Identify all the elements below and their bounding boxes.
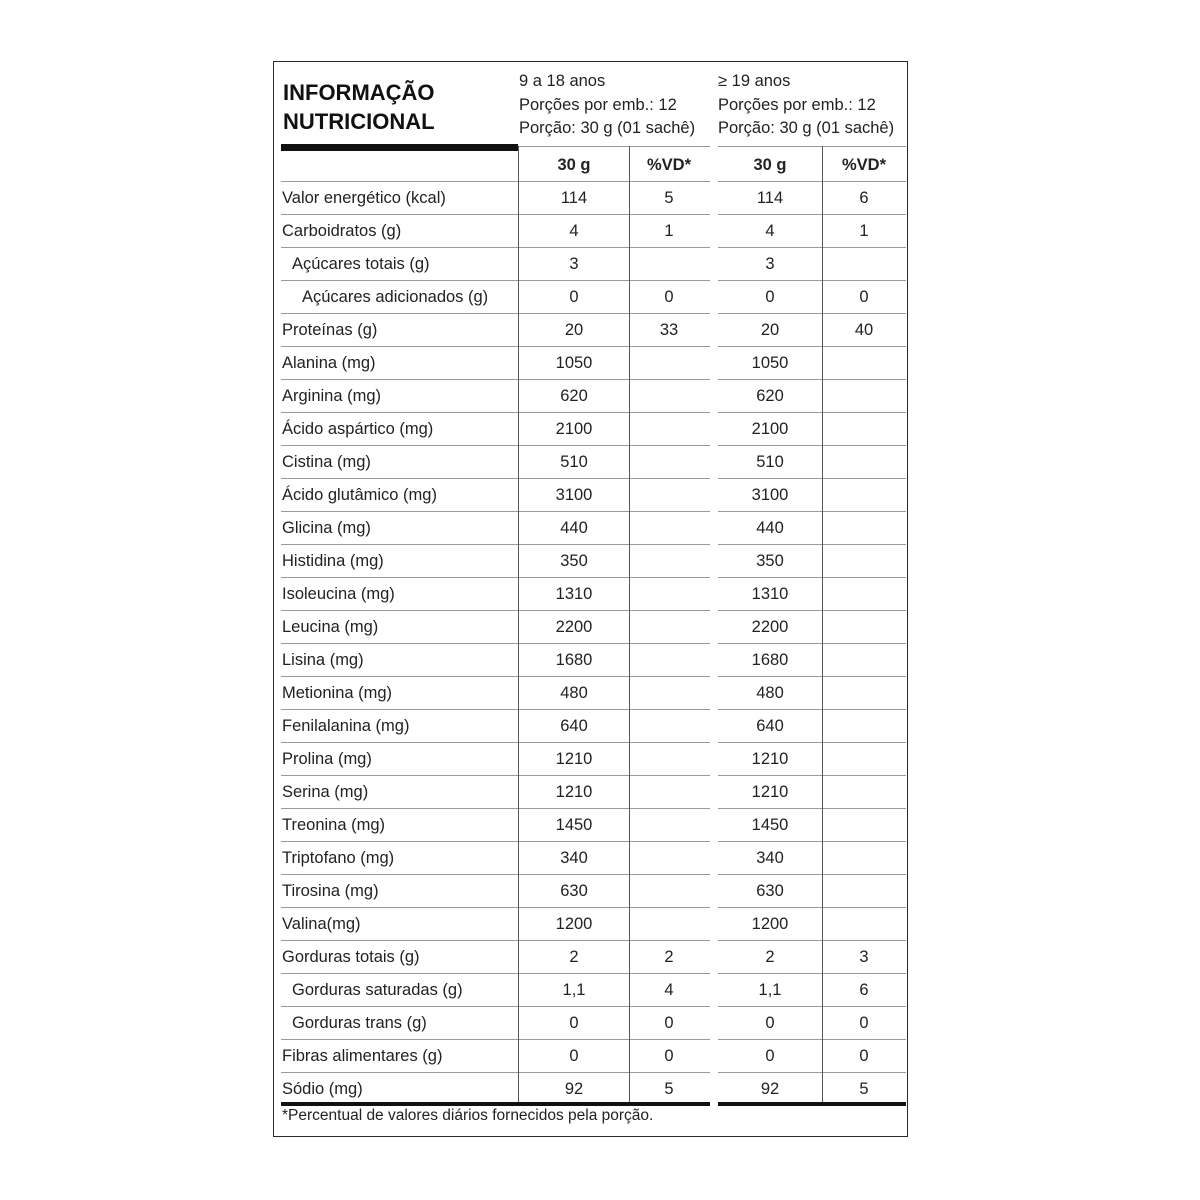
footnote: *Percentual de valores diários fornecidos pela porção. — [282, 1107, 654, 1124]
dv-value — [822, 809, 906, 842]
amount-value: 1050 — [751, 354, 789, 372]
dv-value — [629, 578, 709, 611]
amount-value: 1210 — [555, 783, 593, 801]
dv-value: 5 — [664, 189, 674, 207]
dv-value — [822, 578, 906, 611]
amount-value: 1,1 — [562, 981, 586, 999]
dv-value: 33 — [659, 321, 679, 339]
nutrient-name: Valor energético (kcal) — [282, 189, 446, 207]
row-divider — [718, 181, 906, 182]
amount-value: 4 — [569, 222, 579, 240]
nutrient-name: Sódio (mg) — [282, 1080, 363, 1098]
dv-value — [629, 875, 709, 908]
dv-value — [629, 908, 709, 941]
amount-value: 350 — [560, 552, 588, 570]
dv-value: 6 — [859, 189, 869, 207]
table-row — [274, 611, 909, 644]
group-header-19-plus — [718, 70, 894, 141]
table-row — [274, 875, 909, 908]
nutrient-name: Isoleucina (mg) — [282, 585, 395, 603]
dv-value: 3 — [859, 948, 869, 966]
amount-value: 2100 — [555, 420, 593, 438]
group-portion: Porção: 30 g (01 sachê) — [718, 119, 895, 137]
table-row — [274, 743, 909, 776]
dv-value — [629, 479, 709, 512]
label-title: INFORMAÇÃO NUTRICIONAL — [283, 80, 435, 134]
dv-value: 0 — [859, 1047, 869, 1065]
dv-value — [822, 446, 906, 479]
nutrient-name: Açúcares totais (g) — [292, 255, 430, 273]
table-row — [274, 413, 909, 446]
amount-value: 1200 — [751, 915, 789, 933]
dv-value — [822, 743, 906, 776]
dv-value — [629, 512, 709, 545]
amount-value: 1210 — [751, 750, 789, 768]
group-portion: Porção: 30 g (01 sachê) — [519, 119, 696, 137]
dv-value: 5 — [859, 1080, 869, 1098]
nutrient-name: Gorduras saturadas (g) — [292, 981, 463, 999]
dv-value — [629, 446, 709, 479]
dv-value: 2 — [664, 948, 674, 966]
table-row — [274, 446, 909, 479]
table-row — [274, 281, 909, 314]
amount-value: 2 — [765, 948, 775, 966]
amount-value: 1680 — [555, 651, 593, 669]
amount-value: 480 — [560, 684, 588, 702]
dv-value: 0 — [664, 288, 674, 306]
amount-value: 2200 — [555, 618, 593, 636]
nutrient-name: Alanina (mg) — [282, 354, 376, 372]
dv-value — [629, 545, 709, 578]
nutrient-name: Triptofano (mg) — [282, 849, 395, 867]
amount-value: 480 — [756, 684, 784, 702]
dv-value — [629, 248, 709, 281]
dv-value — [629, 809, 709, 842]
amount-value: 440 — [560, 519, 588, 537]
table-row — [274, 842, 909, 875]
group-servings: Porções por emb.: 12 — [519, 95, 677, 114]
column-divider — [822, 146, 823, 1104]
table-row — [274, 380, 909, 413]
dv-value — [822, 776, 906, 809]
nutrient-name: Lisina (mg) — [282, 651, 364, 669]
nutrient-name: Proteínas (g) — [282, 321, 378, 339]
amount-value: 3 — [765, 255, 775, 273]
amount-value: 0 — [569, 1014, 579, 1032]
amount-value: 1310 — [555, 585, 593, 603]
dv-value: 1 — [859, 222, 869, 240]
table-row — [274, 776, 909, 809]
amount-value: 0 — [765, 1014, 775, 1032]
table-row — [274, 578, 909, 611]
amount-value: 1450 — [751, 816, 789, 834]
nutrient-name: Ácido glutâmico (mg) — [282, 486, 437, 504]
amount-value: 0 — [765, 1047, 775, 1065]
nutrient-name: Gorduras totais (g) — [282, 948, 420, 966]
amount-value: 2 — [569, 948, 579, 966]
nutrient-name: Fenilalanina (mg) — [282, 717, 410, 735]
nutrient-name: Fibras alimentares (g) — [282, 1047, 443, 1065]
nutrient-name: Tirosina (mg) — [282, 882, 379, 900]
amount-value: 340 — [560, 849, 588, 867]
dv-value — [822, 710, 906, 743]
dv-value — [822, 875, 906, 908]
nutrient-name: Leucina (mg) — [282, 618, 379, 636]
table-row — [274, 182, 909, 215]
nutrient-name: Histidina (mg) — [282, 552, 384, 570]
amount-value: 350 — [756, 552, 784, 570]
dv-value: 40 — [854, 321, 874, 339]
table-row — [274, 545, 909, 578]
nutrition-facts-label — [273, 61, 908, 1137]
table-row — [274, 908, 909, 941]
dv-value — [629, 743, 709, 776]
table-row — [274, 347, 909, 380]
amount-value: 640 — [756, 717, 784, 735]
dv-value — [629, 644, 709, 677]
column-divider — [518, 146, 519, 1104]
dv-value — [629, 380, 709, 413]
dv-value — [822, 677, 906, 710]
nutrient-name: Carboidratos (g) — [282, 222, 402, 240]
amount-value: 92 — [564, 1080, 584, 1098]
amount-value: 0 — [765, 288, 775, 306]
dv-value — [822, 611, 906, 644]
dv-value — [822, 908, 906, 941]
amount-value: 1680 — [751, 651, 789, 669]
dv-value: 5 — [664, 1080, 674, 1098]
table-row — [274, 512, 909, 545]
nutrient-name: Metionina (mg) — [282, 684, 393, 702]
amount-value: 0 — [569, 1047, 579, 1065]
amount-value: 510 — [560, 453, 588, 471]
dv-value — [629, 842, 709, 875]
group-age: 9 a 18 anos — [519, 72, 606, 90]
table-row — [274, 479, 909, 512]
dv-header: %VD* — [841, 156, 886, 174]
table-row — [274, 1007, 909, 1040]
amount-header: 30 g — [557, 156, 591, 174]
amount-value: 440 — [756, 519, 784, 537]
amount-value: 0 — [569, 288, 579, 306]
group-servings: Porções por emb.: 12 — [718, 95, 876, 114]
amount-value: 1,1 — [758, 981, 782, 999]
table-row — [274, 1040, 909, 1073]
dv-value: 0 — [664, 1014, 674, 1032]
dv-value — [822, 644, 906, 677]
table-row — [274, 809, 909, 842]
amount-value: 630 — [756, 882, 784, 900]
amount-value: 3100 — [555, 486, 593, 504]
dv-value — [822, 347, 906, 380]
amount-value: 3100 — [751, 486, 789, 504]
nutrient-name: Gorduras trans (g) — [292, 1014, 427, 1032]
nutrient-name: Serina (mg) — [282, 783, 369, 801]
dv-value: 6 — [859, 981, 869, 999]
table-row — [274, 710, 909, 743]
amount-value: 620 — [756, 387, 784, 405]
nutrient-name: Cistina (mg) — [282, 453, 371, 471]
row-divider — [281, 181, 518, 182]
amount-value: 1210 — [555, 750, 593, 768]
amount-value: 3 — [569, 255, 579, 273]
dv-value — [629, 710, 709, 743]
nutrient-name: Açúcares adicionados (g) — [302, 288, 489, 306]
amount-value: 510 — [756, 453, 784, 471]
dv-value — [629, 347, 709, 380]
amount-value: 2200 — [751, 618, 789, 636]
amount-value: 114 — [756, 189, 784, 207]
column-header-row — [274, 149, 909, 182]
dv-value — [629, 611, 709, 644]
table-row — [274, 644, 909, 677]
amount-value: 1050 — [555, 354, 593, 372]
amount-value: 92 — [760, 1080, 780, 1098]
dv-value: 4 — [664, 981, 674, 999]
nutrient-name: Valina(mg) — [282, 915, 361, 933]
amount-value: 114 — [560, 189, 588, 207]
amount-value: 620 — [560, 387, 588, 405]
amount-value: 4 — [765, 222, 775, 240]
amount-header: 30 g — [753, 156, 787, 174]
column-divider — [629, 146, 630, 1104]
amount-value: 20 — [564, 321, 584, 339]
table-row — [274, 941, 909, 974]
bottom-rule — [718, 1102, 906, 1106]
dv-value — [822, 842, 906, 875]
nutrient-name: Ácido aspártico (mg) — [282, 420, 434, 438]
bottom-rule — [281, 1102, 710, 1106]
dv-value — [822, 545, 906, 578]
dv-value: 0 — [664, 1047, 674, 1065]
dv-value — [822, 479, 906, 512]
amount-value: 20 — [760, 321, 780, 339]
table-row — [274, 314, 909, 347]
nutrient-name: Prolina (mg) — [282, 750, 372, 768]
amount-value: 2100 — [751, 420, 789, 438]
dv-value: 0 — [859, 288, 869, 306]
table-row — [274, 677, 909, 710]
dv-value — [822, 413, 906, 446]
dv-value — [629, 677, 709, 710]
row-divider — [519, 181, 710, 182]
dv-value — [822, 512, 906, 545]
nutrient-name: Treonina (mg) — [282, 816, 386, 834]
amount-value: 640 — [560, 717, 588, 735]
dv-value — [822, 248, 906, 281]
dv-value — [629, 776, 709, 809]
group-age: ≥ 19 anos — [718, 72, 791, 90]
table-row — [274, 248, 909, 281]
dv-value — [629, 413, 709, 446]
amount-value: 340 — [756, 849, 784, 867]
amount-value: 630 — [560, 882, 588, 900]
dv-value: 0 — [859, 1014, 869, 1032]
table-row — [274, 215, 909, 248]
dv-value — [822, 380, 906, 413]
group-header-9-18 — [519, 70, 695, 141]
amount-value: 1450 — [555, 816, 593, 834]
amount-value: 1210 — [751, 783, 789, 801]
amount-value: 1310 — [751, 585, 789, 603]
dv-value: 1 — [664, 222, 674, 240]
amount-value: 1200 — [555, 915, 593, 933]
table-row — [274, 974, 909, 1007]
nutrient-name: Arginina (mg) — [282, 387, 382, 405]
dv-header: %VD* — [646, 156, 691, 174]
nutrient-name: Glicina (mg) — [282, 519, 371, 537]
